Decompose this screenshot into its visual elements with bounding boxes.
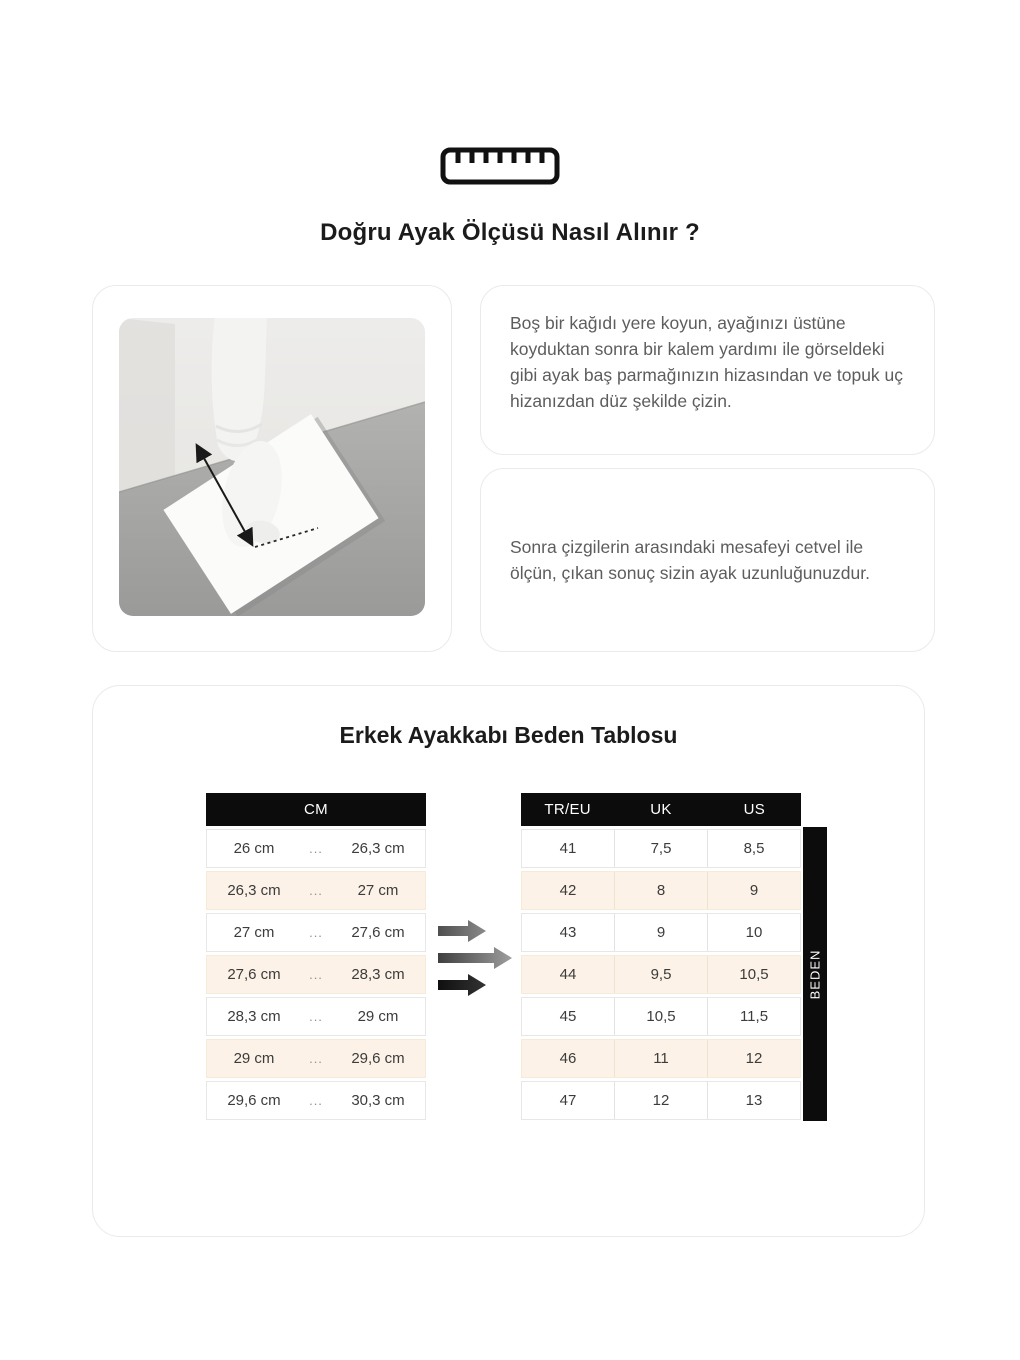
cm-table-row: 27,6 cm ... 28,3 cm bbox=[206, 955, 426, 994]
size-conversion-table bbox=[521, 793, 801, 1120]
header-tr-eu: TR/EU bbox=[544, 801, 591, 818]
size-table-row: 41 7,5 8,5 bbox=[521, 829, 801, 868]
instruction-card-1 bbox=[480, 285, 935, 455]
cm-table-row: 26,3 cm ... 27 cm bbox=[206, 871, 426, 910]
cm-table-row: 27 cm ... 27,6 cm bbox=[206, 913, 426, 952]
size-table-header-row bbox=[521, 793, 801, 826]
size-table-row: 46 11 12 bbox=[521, 1039, 801, 1078]
size-table-row: 42 8 9 bbox=[521, 871, 801, 910]
instruction-text-2: Sonra çizgilerin arasındaki mesafeyi cetvel ile ölçün, çıkan sonuç sizin ayak uzunluğunuzdur. bbox=[510, 537, 870, 583]
size-table-row: 47 12 13 bbox=[521, 1081, 801, 1120]
size-table-row: 45 10,5 11,5 bbox=[521, 997, 801, 1036]
foot-measurement-photo bbox=[119, 318, 425, 616]
size-section-title: Erkek Ayakkabı Beden Tablosu bbox=[339, 722, 678, 748]
cm-table-row: 26 cm ... 26,3 cm bbox=[206, 829, 426, 868]
size-table-row: 44 9,5 10,5 bbox=[521, 955, 801, 994]
conversion-arrows-icon bbox=[438, 920, 518, 998]
ruler-icon bbox=[440, 147, 560, 185]
instruction-text-1: Boş bir kağıdı yere koyun, ayağınızı üstüne koyduktan sonra bir kalem yardımı ile görseldeki gibi ayak baş parmağınızın hizasından ve topuk uç hizanızdan düz şekilde çizin. bbox=[510, 313, 904, 411]
instruction-card-2 bbox=[480, 468, 935, 652]
cm-table-row: 28,3 cm ... 29 cm bbox=[206, 997, 426, 1036]
size-table-card bbox=[92, 685, 925, 1237]
size-table-row: 43 9 10 bbox=[521, 913, 801, 952]
cm-table bbox=[206, 793, 426, 1120]
header-uk: UK bbox=[650, 801, 672, 818]
page-title: Doğru Ayak Ölçüsü Nasıl Alınır ? bbox=[320, 219, 700, 246]
cm-table-row: 29 cm ... 29,6 cm bbox=[206, 1039, 426, 1078]
beden-side-label: BEDEN bbox=[803, 827, 827, 1121]
foot-photo-card bbox=[92, 285, 452, 652]
header-us: US bbox=[743, 801, 766, 818]
cm-table-row: 29,6 cm ... 30,3 cm bbox=[206, 1081, 426, 1120]
cm-table-header: CM bbox=[206, 793, 426, 826]
